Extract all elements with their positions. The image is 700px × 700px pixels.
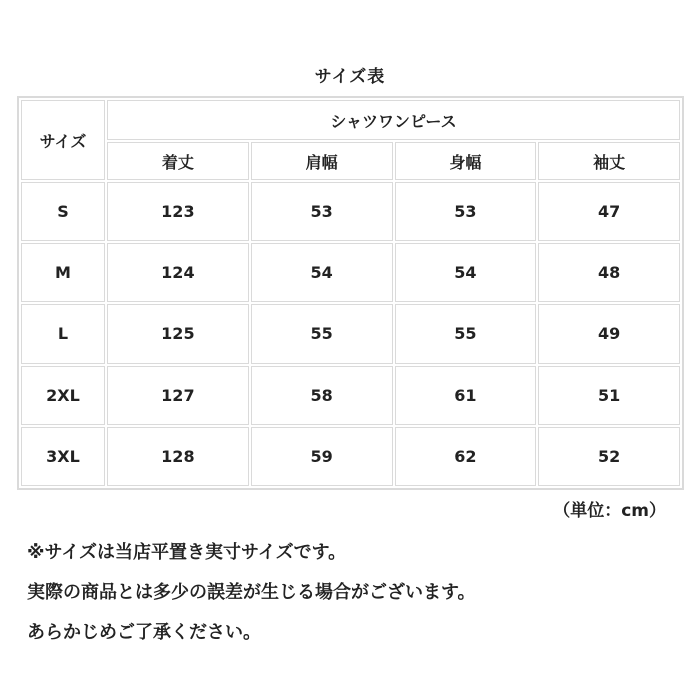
size-column-header: サイズ: [21, 100, 105, 180]
column-header-chest: 身幅: [395, 142, 537, 180]
table-cell: 62: [395, 427, 537, 486]
product-group-header: シャツワンピース: [107, 100, 680, 140]
note-line: ※サイズは当店平置き実寸サイズです。: [27, 542, 347, 563]
table-cell: 128: [107, 427, 249, 486]
table-cell: 58: [251, 366, 393, 425]
table-cell: 54: [251, 243, 393, 302]
table-cell: 49: [538, 304, 680, 363]
measurement-header-row: [21, 142, 680, 180]
table-cell: 61: [395, 366, 537, 425]
unit-label: （単位：cm）: [553, 501, 666, 521]
table-cell: 53: [395, 182, 537, 241]
table-row: [21, 304, 680, 363]
table-cell: 59: [251, 427, 393, 486]
note-line: 実際の商品とは多少の誤差が生じる場合がございます。: [27, 582, 476, 603]
table-cell: 124: [107, 243, 249, 302]
table-cell: 47: [538, 182, 680, 241]
row-size-label: 3XL: [21, 427, 105, 486]
table-row: [21, 243, 680, 302]
row-size-label: M: [21, 243, 105, 302]
table-cell: 52: [538, 427, 680, 486]
column-header-sleeve: 袖丈: [538, 142, 680, 180]
size-table: [17, 96, 684, 490]
table-cell: 125: [107, 304, 249, 363]
size-chart-title: サイズ表: [314, 67, 386, 87]
table-row: [21, 427, 680, 486]
row-size-label: 2XL: [21, 366, 105, 425]
row-size-label: L: [21, 304, 105, 363]
row-size-label: S: [21, 182, 105, 241]
column-header-shoulder: 肩幅: [251, 142, 393, 180]
table-cell: 53: [251, 182, 393, 241]
table-cell: 123: [107, 182, 249, 241]
table-header-row: [21, 100, 680, 140]
table-row: [21, 366, 680, 425]
note-line: あらかじめご了承ください。: [27, 622, 261, 643]
table-cell: 54: [395, 243, 537, 302]
column-header-length: 着丈: [107, 142, 249, 180]
table-cell: 55: [395, 304, 537, 363]
table-cell: 51: [538, 366, 680, 425]
table-row: [21, 182, 680, 241]
notes-block: [27, 533, 476, 653]
table-cell: 48: [538, 243, 680, 302]
table-cell: 55: [251, 304, 393, 363]
table-cell: 127: [107, 366, 249, 425]
